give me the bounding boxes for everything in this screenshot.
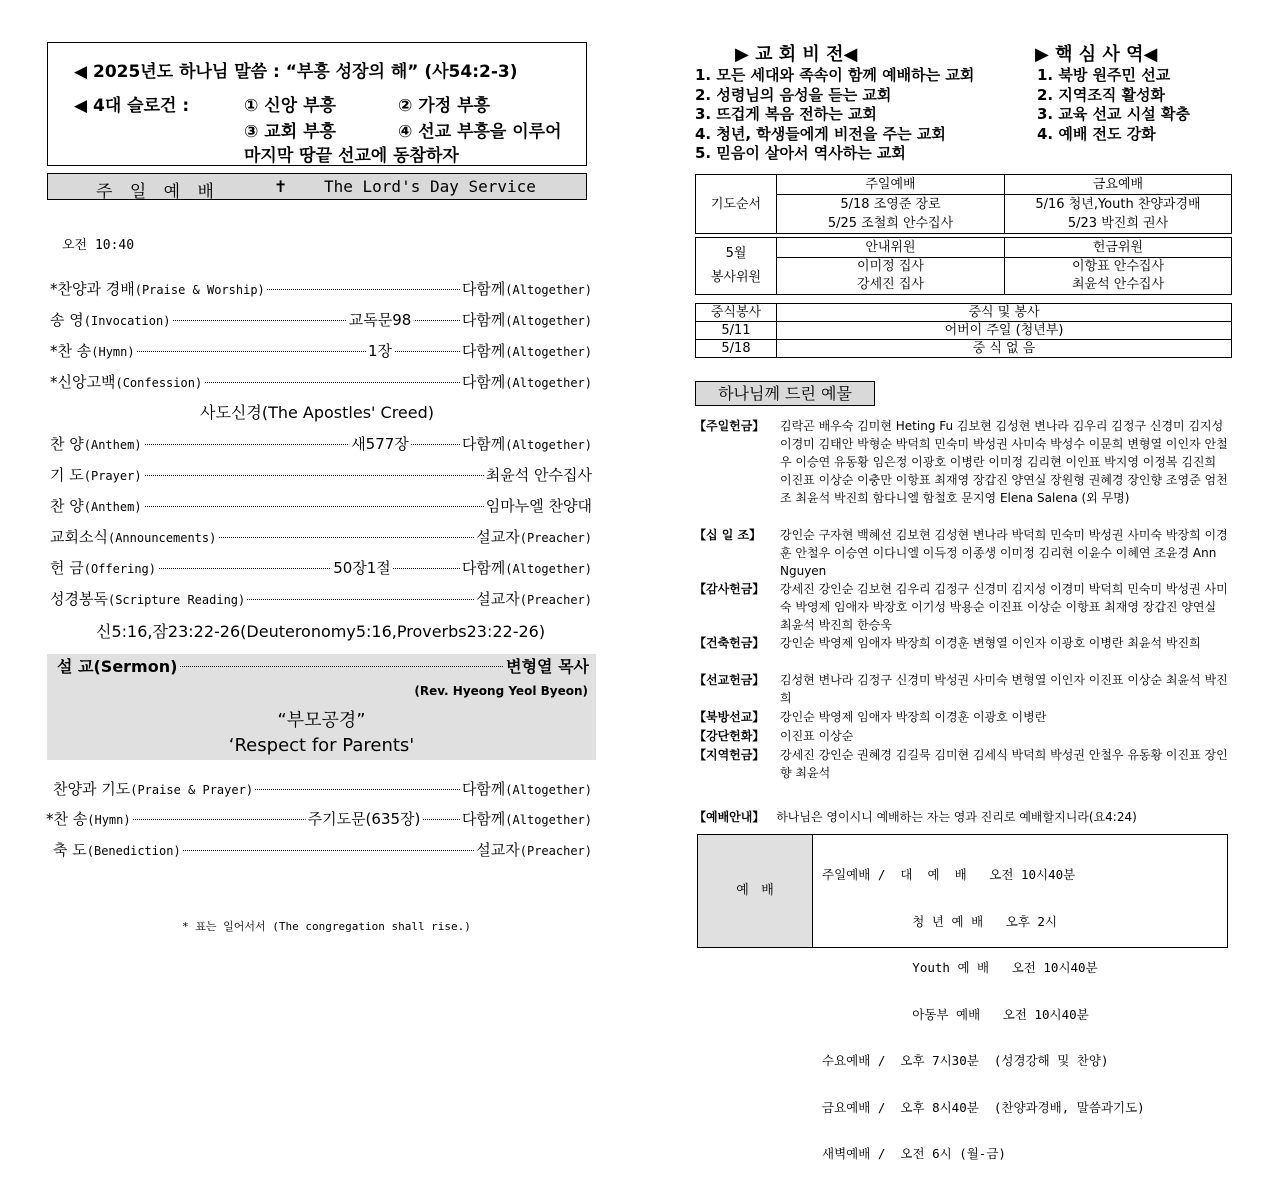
order-leader: 다함께(Altogether): [461, 810, 592, 828]
meal-h2: 중식 및 봉사: [777, 304, 1232, 322]
sermon-label: 설 교(Sermon): [57, 654, 179, 677]
core-item: 2. 지역조직 활성화: [1037, 85, 1166, 104]
worship-line: Youth 예 배 오전 10시40분: [822, 960, 1098, 975]
order-detail: 교독문98: [348, 311, 412, 329]
offering-names: 강세진 강인순 권혜경 김길묵 김미현 김세식 박덕희 박성권 안철우 유동황 이진표 장인향 최윤석: [780, 748, 1228, 780]
serve-cell: 이항표 안수집사: [1005, 258, 1232, 277]
prayer-cell: 5/16 청년,Youth 찬양과경배: [1005, 195, 1232, 215]
order-leader: 최윤석 안수집사: [485, 466, 592, 484]
core-title: ▶ 핵 심 사 역◀: [1035, 44, 1158, 65]
prayer-table: [695, 174, 1232, 234]
sermon-title-kr: “부모공경”: [277, 710, 366, 731]
offerings-title: 하나님께 드린 예물: [695, 381, 875, 406]
order-leader: 다함께(Altogether): [461, 435, 592, 453]
order-row: [50, 278, 592, 300]
offering-names: 강인순 박영제 임애자 박장희 이경훈 변형열 이인자 이광호 이병란 최윤석 박진희: [780, 636, 1201, 650]
serve-label: [696, 238, 777, 295]
prayer-col1: 주일예배: [777, 175, 1005, 195]
worship-guide-text: 하나님은 영이시니 예배하는 자는 영과 진리로 예배할지니라(요4:24): [776, 810, 1137, 824]
service-title-en: The Lord's Day Service: [324, 177, 536, 196]
offering-kind: 【십 일 조】: [694, 528, 762, 542]
serve-table: [695, 237, 1232, 295]
order-leader: 설교자(Preacher): [476, 841, 592, 859]
order-label: 성경봉독(Scripture Reading): [50, 590, 246, 608]
order-row: [53, 778, 592, 800]
offering-kind: 【선교헌금】: [694, 673, 765, 687]
creed: 사도신경(The Apostles' Creed): [200, 403, 435, 422]
order-detail: 1장: [367, 342, 393, 360]
worship-line: 아동부 예배 오전 10시40분: [822, 1006, 1089, 1022]
vision-list: [695, 66, 974, 164]
order-label: 교회소식(Announcements): [50, 528, 217, 546]
prayer-cell: 5/18 조영준 장로: [777, 195, 1005, 215]
order-label: 헌 금(Offering): [50, 559, 156, 577]
slogan-label: ◀ 4대 슬로건 :: [74, 96, 190, 116]
prayer-cell: 5/25 조철희 안수집사: [777, 214, 1005, 234]
offering-names: 김락곤 배우숙 김미현 Heting Fu 김보현 김성현 변나라 김우리 김정구 신경미 김지성 이경미 김태안 박형순 박덕희 민숙미 박성권 사미숙 박성수 이문희 변형열 이인자 안철우 이승연 유동황 임은정 이광호 이병란 이미정 김리현 이인표 박지영 이정복 김진희 이진표 이상순 이충만 이항표 최재영 장갑진 양연실 장원형 권혜경 장인향 조영준 엄천조 최윤석 박진희 함다니엘 함철호 문지영 Elena Salena (외 무명): [780, 419, 1228, 505]
sermon-preacher: 변형열 목사: [504, 654, 589, 677]
order-label: *찬양과 경배(Praise & Worship): [50, 280, 265, 298]
cross-icon: ✝: [274, 177, 288, 196]
sermon-row: [57, 654, 589, 676]
sermon-title-en: ‘Respect for Parents': [228, 735, 415, 756]
motto-box: [47, 42, 587, 166]
service-time: 오전 10:40: [62, 238, 135, 253]
order-row: [46, 808, 592, 830]
meal-h1: 중식봉사: [696, 304, 777, 322]
vision-item: 4. 청년, 학생들에게 비전을 주는 교회: [695, 124, 946, 143]
worship-times: [822, 836, 1145, 1193]
meal-table: [695, 303, 1232, 358]
worship-guide: [694, 808, 1137, 825]
offering-kind: 【감사헌금】: [694, 582, 765, 596]
order-row: [50, 495, 592, 517]
meal-date: 5/18: [696, 340, 777, 358]
offering-kind: 【지역헌금】: [694, 748, 765, 762]
motto-line: ◀ 2025년도 하나님 말씀 : “부흥 성장의 해” (사54:2-3): [74, 62, 518, 82]
worship-line: 주일예배 / 대 예 배 오전 10시40분: [822, 867, 1076, 882]
sermon-preacher-en: (Rev. Hyeong Yeol Byeon): [414, 684, 588, 698]
vision-item: 3. 뜨겁게 복음 전하는 교회: [695, 105, 877, 123]
vision-item: 5. 믿음이 살아서 역사하는 교회: [695, 144, 906, 162]
order-label: 찬 양(Anthem): [50, 497, 142, 515]
slogan-1: ① 신앙 부흥: [244, 96, 336, 116]
serve-col1: 안내위원: [777, 238, 1005, 258]
order-leader: 다함께(Altogether): [461, 311, 592, 329]
order-leader: 다함께(Altogether): [461, 559, 592, 577]
sermon-block: [47, 654, 596, 760]
order-row: [50, 433, 592, 455]
order-label: 찬양과 기도(Praise & Prayer): [53, 780, 254, 798]
order-detail: 50장1절: [333, 559, 391, 577]
worship-cell-label: 예 배: [698, 835, 813, 947]
order-row: [50, 371, 592, 393]
offering-kind: 【북방선교】: [694, 710, 765, 724]
serve-cell: 강세진 집사: [777, 276, 1005, 295]
slogan-line4: 마지막 땅끝 선교에 동참하자: [244, 146, 459, 166]
order-detail: 주기도문(635장): [307, 810, 421, 828]
order-row: [50, 309, 592, 331]
meal-date: 5/11: [696, 322, 777, 340]
core-item: 4. 예배 전도 강화: [1037, 124, 1156, 143]
order-label: 송 영(Invocation): [50, 311, 171, 329]
order-leader: 다함께(Altogether): [461, 373, 592, 391]
slogan-3: ③ 교회 부흥: [244, 122, 336, 142]
offering-kind: 【건축헌금】: [694, 636, 765, 650]
slogan-4: ④ 선교 부흥을 이루어: [398, 122, 562, 142]
worship-guide-label: 【예배안내】: [694, 810, 765, 824]
core-item: 1. 북방 원주민 선교: [1037, 66, 1171, 84]
offering-kind: 【강단헌화】: [694, 729, 765, 743]
scripture: 신5:16,잠23:22-26(Deuteronomy5:16,Proverbs23:22-26): [96, 622, 546, 641]
vision-item: 2. 성령님의 음성을 듣는 교회: [695, 85, 892, 104]
order-row: [50, 340, 592, 362]
order-label: 기 도(Prayer): [50, 466, 142, 484]
order-label: 축 도(Benediction): [53, 841, 181, 859]
serve-cell: 이미정 집사: [777, 258, 1005, 277]
offering-names: 강인순 박영제 임애자 박장희 이경훈 이광호 이병란: [780, 710, 1047, 724]
offering-names: 강인순 구자현 백혜선 김보현 김성현 변나라 박덕희 민숙미 박성권 사미숙 박장희 이경훈 안철우 이승연 이다니엘 이득정 이종생 이미정 김리현 이윤수 이혜연 조윤경 Ann Nguyen: [780, 528, 1228, 578]
offering-kind: 【주일헌금】: [694, 419, 765, 433]
order-leader: 다함께(Altogether): [461, 780, 592, 798]
vision-item: 1. 모든 세대와 족속이 함께 예배하는 교회: [695, 66, 975, 84]
stand-note: * 표는 일어서서 (The congregation shall rise.): [182, 920, 471, 933]
order-row: [50, 588, 592, 610]
meal-desc: 중 식 없 음: [777, 340, 1232, 358]
prayer-label: 기도순서: [696, 175, 777, 234]
offering-names: 강세진 강인순 김보현 김우리 김정구 신경미 김지성 이경미 박덕희 민숙미 박성권 사미숙 박영제 임애자 박장호 이기성 박용순 이진표 이상순 이항표 최재영 장갑진 양연실 최윤석 박진희 한승욱: [780, 582, 1228, 632]
order-label: *찬 송(Hymn): [46, 810, 131, 828]
order-leader: 다함께(Altogether): [461, 342, 592, 360]
order-row: [53, 839, 592, 861]
service-title-kr: 주 일 예 배: [96, 182, 220, 202]
order-label: *찬 송(Hymn): [50, 342, 135, 360]
order-row: [50, 557, 592, 579]
order-row: [50, 464, 592, 486]
worship-times-table: [697, 834, 1228, 1161]
serve-label-name: 봉사위원: [710, 270, 762, 285]
worship-line: 청 년 예 배 오후 2시: [822, 913, 1058, 929]
order-label: *신앙고백(Confession): [50, 373, 203, 391]
core-list: [1037, 66, 1190, 144]
offering-names: 이진표 이상순: [780, 729, 854, 743]
order-leader: 다함께(Altogether): [461, 280, 592, 298]
serve-label-month: 5월: [725, 246, 747, 261]
worship-line: 수요예배 / 오후 7시30분 (성경강해 및 찬양): [822, 1053, 1109, 1068]
slogan-2: ② 가정 부흥: [398, 96, 490, 116]
order-leader: 설교자(Preacher): [476, 590, 592, 608]
order-leader: 설교자(Preacher): [476, 528, 592, 546]
order-label: 찬 양(Anthem): [50, 435, 142, 453]
order-leader: 임마누엘 찬양대: [485, 497, 592, 515]
prayer-col2: 금요예배: [1005, 175, 1232, 195]
serve-col2: 헌금위원: [1005, 238, 1232, 258]
worship-line: 금요예배 / 오후 8시40분 (찬양과경배, 말씀과기도): [822, 1099, 1145, 1115]
worship-line: 새벽예배 / 오전 6시 (월-금): [822, 1146, 1006, 1161]
prayer-cell: 5/23 박진희 권사: [1005, 214, 1232, 234]
vision-title: ▶ 교 회 비 전◀: [735, 44, 858, 65]
order-detail: 새577장: [351, 435, 409, 453]
core-item: 3. 교육 선교 시설 확충: [1037, 105, 1190, 123]
offering-names: 김성현 변나라 김정구 신경미 박성권 사미숙 변형열 이인자 이진표 이상순 최윤석 박진희: [780, 673, 1228, 705]
serve-cell: 최윤석 안수집사: [1005, 276, 1232, 295]
order-row: [50, 526, 592, 548]
service-header: [47, 173, 587, 200]
meal-desc: 어버이 주일 (청년부): [777, 322, 1232, 340]
